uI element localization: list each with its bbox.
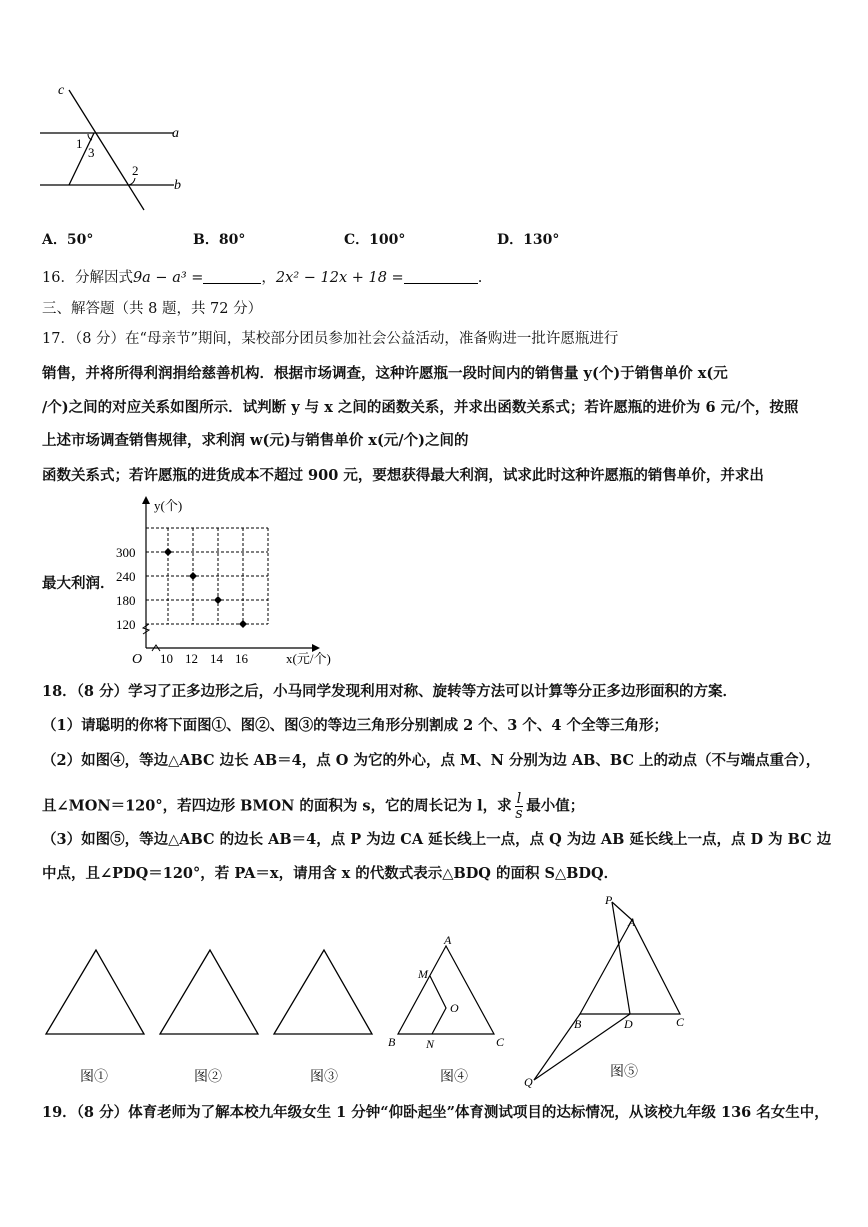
x-tick-label: 14 (210, 651, 223, 666)
origin-label: O (132, 652, 143, 667)
y-axis-break (143, 624, 149, 634)
q18-line1: 18．（8 分）学习了正多边形之后，小马同学发现利用对称、旋转等方法可以计算等分正多边形面积的方案． (42, 683, 738, 700)
caption-fig5: 图⑤ (610, 1064, 638, 1080)
q17-line5: 函数关系式；若许愿瓶的进货成本不超过 900 元，要想获得最大利润，试求此时这种许愿瓶的销售单价，并求出 (42, 467, 764, 484)
y-tick-label: 300 (116, 545, 136, 560)
fig4-label-o: O (450, 1001, 459, 1015)
data-point (164, 548, 172, 556)
question-16: 16．分解因式9a − a³ = ，2x² − 12x + 18 = . (42, 270, 483, 286)
fig4-label-m: M (418, 967, 428, 981)
q19-line1: 19．（8 分）体育老师为了解本校九年级女生 1 分钟“仰卧起坐”体育测试项目的达标情况，从该校九年级 136 名女生中， (42, 1104, 829, 1121)
fig5-label-b: B (574, 1017, 582, 1031)
option-b[interactable]: B．80° (193, 232, 246, 248)
figure-4 (384, 930, 514, 1055)
sales-scatter-chart (108, 492, 348, 670)
caption-fig1: 图① (80, 1069, 108, 1085)
parallel-lines-figure (36, 82, 196, 212)
caption-fig2: 图② (194, 1069, 222, 1085)
label-angle1: 1 (76, 136, 83, 151)
label-angle3: 3 (88, 145, 95, 160)
label-a: a (172, 126, 179, 141)
q17-line3: /个)之间的对应关系如图所示．试判断 y 与 x 之间的函数关系，并求出函数关系式；若许愿瓶的进价为 6 元/个，按照 (42, 399, 799, 416)
fig5-label-p: P (605, 893, 613, 907)
q18-line4: 且∠MON＝120°，若四边形 BMON 的面积为 s，它的周长记为 l，求 $\frac{l}{s}$ 最小值； (42, 791, 585, 822)
fig4-label-n: N (426, 1037, 435, 1051)
triangle-figure-1 (44, 948, 148, 1040)
y-tick-label: 120 (116, 617, 136, 632)
fig5-label-d: D (624, 1017, 633, 1031)
data-point (239, 620, 247, 628)
fig4-label-b: B (388, 1035, 396, 1049)
q18-line5: （3）如图⑤，等边△ABC 的边长 AB＝4，点 P 为边 CA 延长线上一点，点 Q 为边 AB 延长线上一点，点 D 为 BC 边 (42, 831, 832, 848)
label-angle2: 2 (132, 163, 139, 178)
label-b: b (174, 178, 181, 193)
q17-line6: 最大利润． (42, 575, 115, 592)
triangle-figure-3 (272, 948, 376, 1040)
option-a[interactable]: A．50° (42, 232, 94, 248)
x-axis-label: x(元/个) (286, 651, 331, 666)
fig5-label-a: A (628, 915, 636, 929)
caption-fig3: 图③ (310, 1069, 338, 1085)
y-axis-label: y(个) (154, 498, 183, 513)
label-c: c (58, 83, 65, 98)
figure-5 (520, 890, 700, 1090)
triangle-figure-2 (158, 948, 262, 1040)
section-heading: 三、解答题（共 8 题，共 72 分） (42, 301, 263, 317)
x-tick-label: 10 (160, 651, 173, 666)
fig4-label-a: A (444, 933, 452, 947)
q17-line2: 销售，并将所得利润捐给慈善机构．根据市场调查，这种许愿瓶一段时间内的销售量 y(个)于销售单价 x(元 (42, 365, 728, 382)
fig5-label-c: C (676, 1015, 685, 1029)
y-tick-label: 180 (116, 593, 136, 608)
x-tick-label: 16 (235, 651, 248, 666)
q17-line1: 17．（8 分）在“母亲节”期间，某校部分团员参加社会公益活动，准备购进一批许愿瓶进行 (42, 331, 619, 347)
caption-fig4: 图④ (440, 1069, 468, 1085)
option-c[interactable]: C．100° (344, 232, 406, 248)
option-d[interactable]: D．130° (497, 232, 560, 248)
q18-line2: （1）请聪明的你将下面图①、图②、图③的等边三角形分别割成 2 个、3 个、4 个全等三角形； (42, 717, 669, 734)
y-axis-arrow (142, 496, 150, 504)
y-tick-label: 240 (116, 569, 136, 584)
q18-line3: （2）如图④，等边△ABC 边长 AB＝4，点 O 为它的外心，点 M、N 分别为边 AB、BC 上的动点（不与端点重合）， (42, 752, 821, 769)
fig4-label-c: C (496, 1035, 505, 1049)
data-point (214, 596, 222, 604)
data-point (189, 572, 197, 580)
q17-line4: 上述市场调查销售规律，求利润 w(元)与销售单价 x(元/个)之间的 (42, 432, 469, 449)
fig5-label-q: Q (524, 1075, 533, 1089)
q18-line6: 中点，且∠PDQ＝120°，若 PA＝x，请用含 x 的代数式表示△BDQ 的面积 S△BDQ． (42, 865, 619, 882)
x-tick-label: 12 (185, 651, 198, 666)
